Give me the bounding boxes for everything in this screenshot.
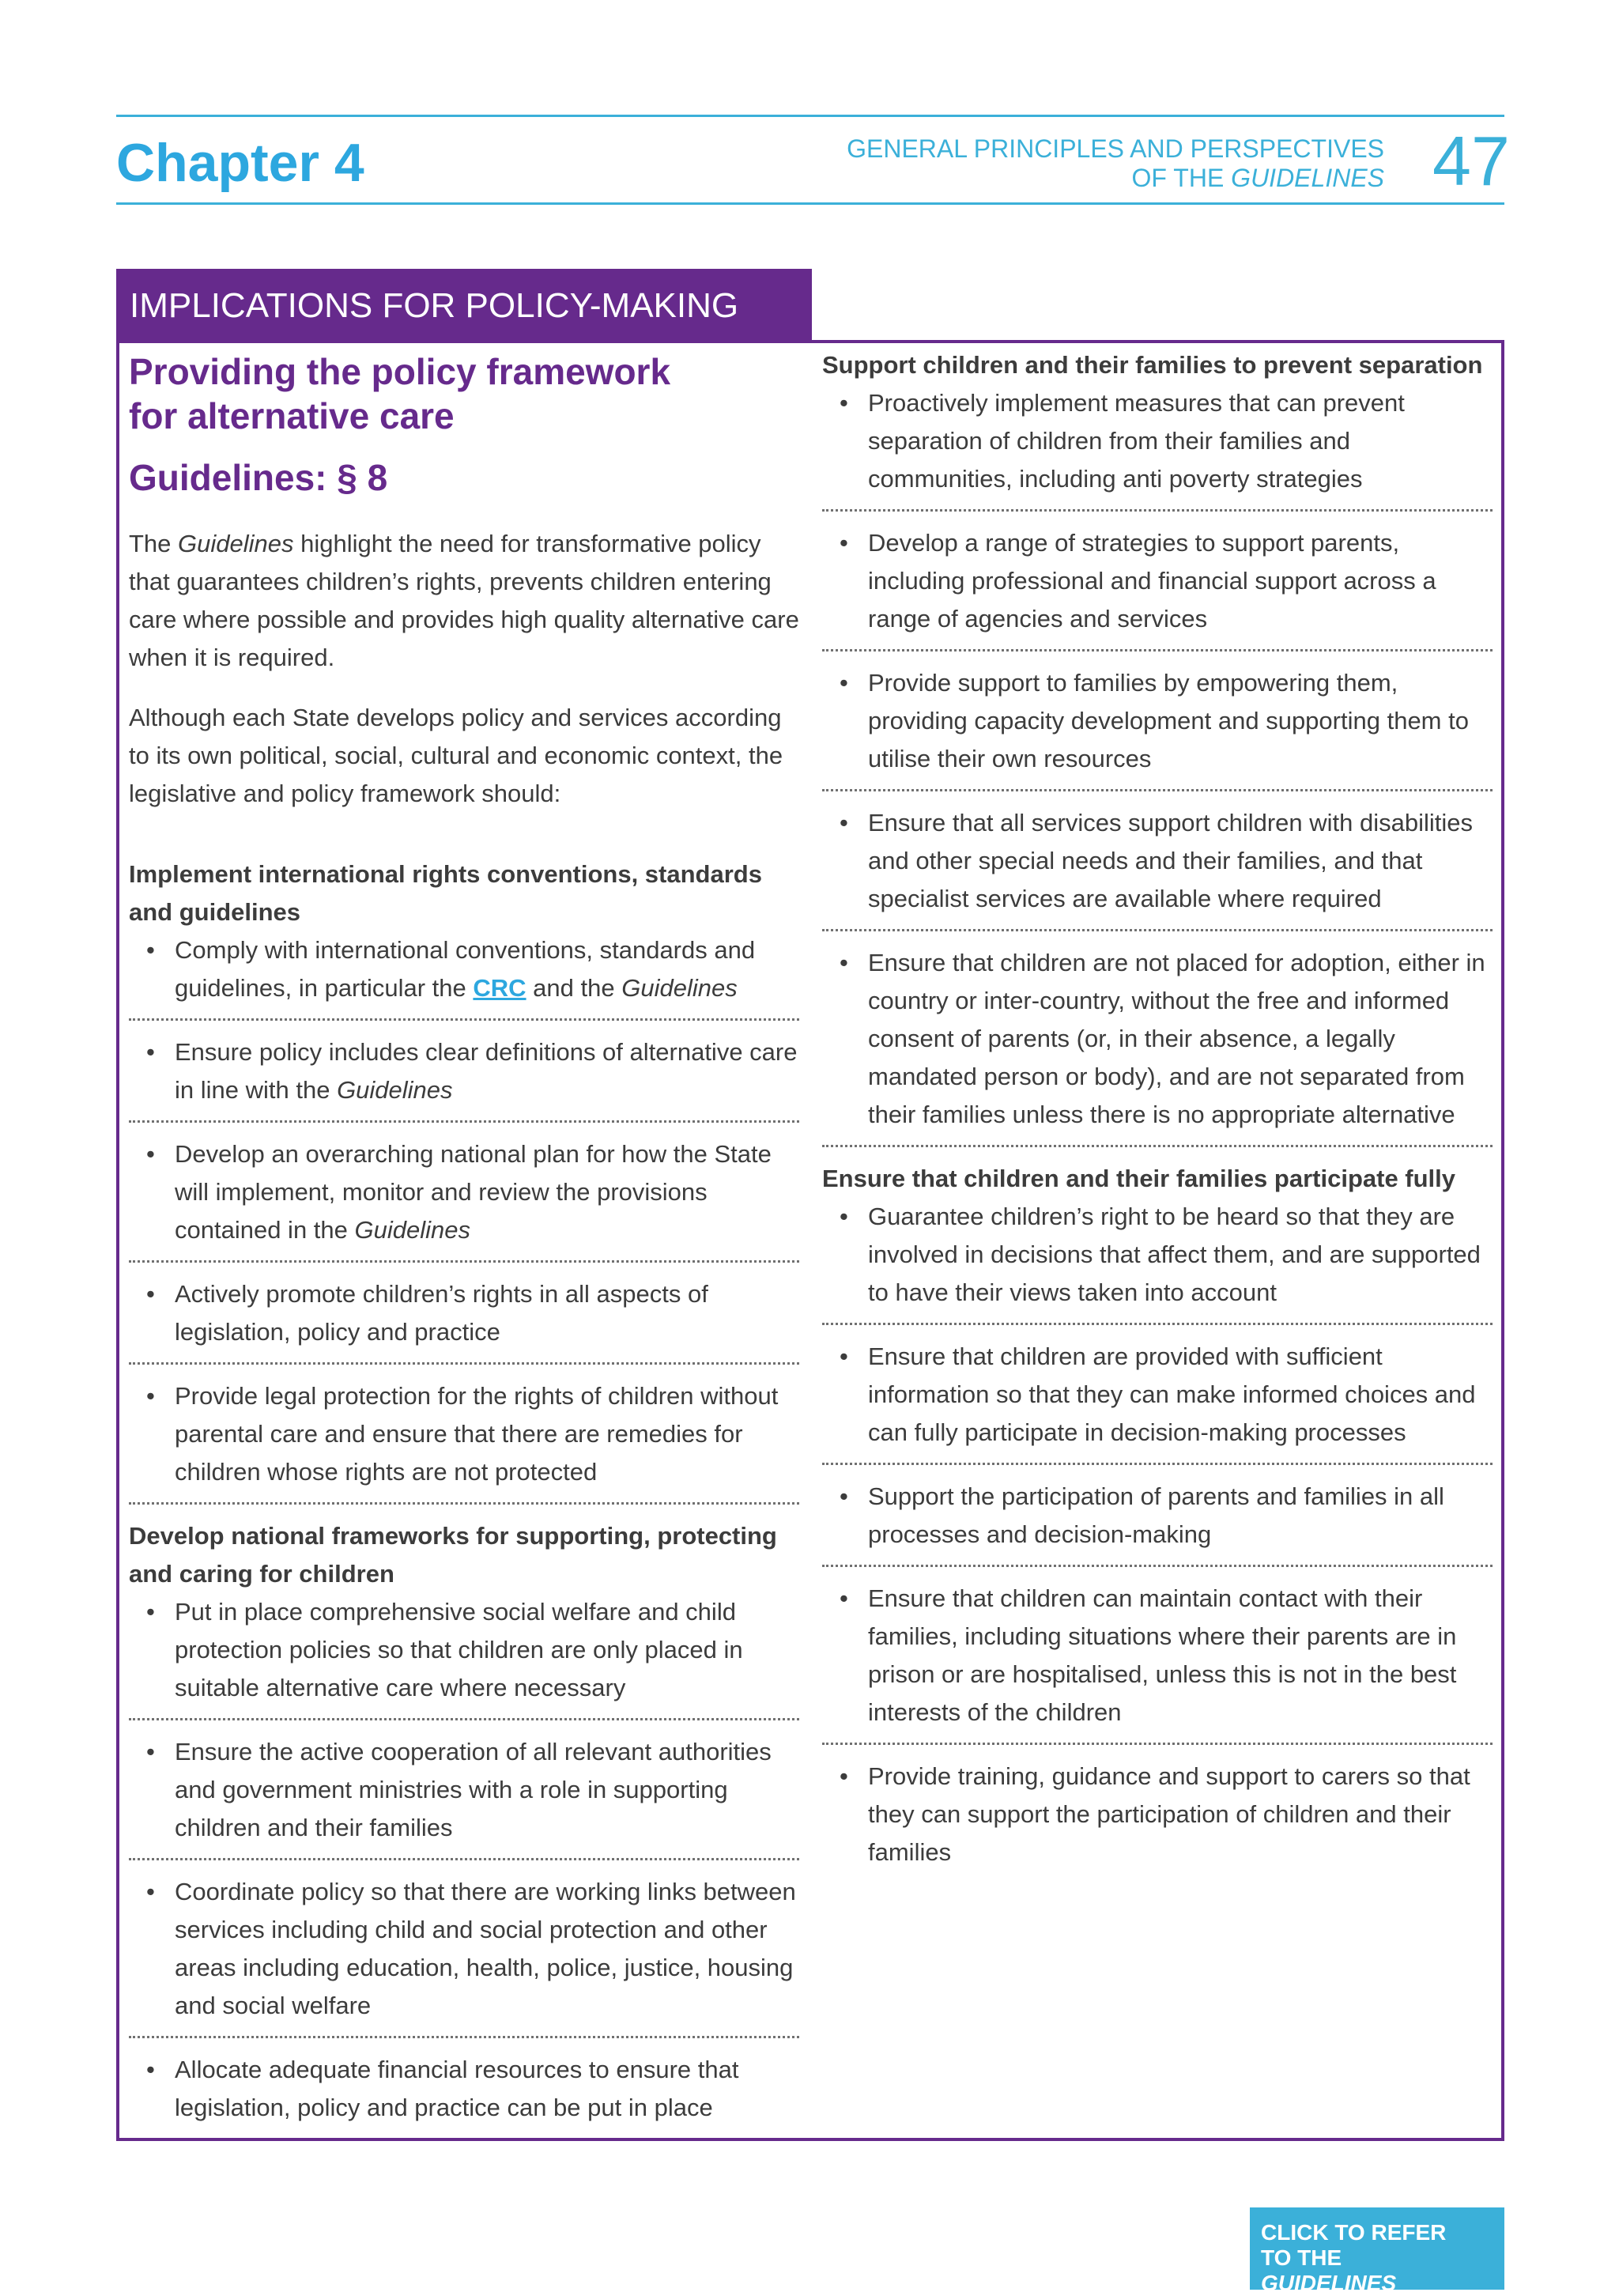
- header-bottom-rule: [116, 202, 1504, 205]
- bullet-item: • Develop an overarching national plan for how the State will implement, monitor and review the provisions contained in the Guidelines: [129, 1135, 799, 1263]
- bullet-item: • Guarantee children’s right to be heard so that they are involved in decisions that affect them, and are supported to have their views taken into account: [822, 1198, 1493, 1325]
- header-top-rule: [116, 115, 1504, 117]
- bullet-item: • Ensure policy includes clear definitions of alternative care in line with the Guidelines: [129, 1033, 799, 1123]
- crc-link[interactable]: CRC: [473, 974, 526, 1002]
- bullet-list: [129, 1593, 799, 2138]
- bullet-item: • Actively promote children’s rights in all aspects of legislation, policy and practice: [129, 1275, 799, 1365]
- bullet-item: • Put in place comprehensive social welfare and child protection policies so that children are only placed in suitable alternative care where necessary: [129, 1593, 799, 1720]
- group-heading: Support children and their families to prevent separation: [822, 351, 1483, 379]
- bullet-item: • Coordinate policy so that there are working links between services including child and social protection and other areas including education, health, police, justice, housing and social welfare: [129, 1873, 799, 2038]
- section-title: [847, 134, 1384, 193]
- left-groups: [129, 855, 799, 2138]
- chapter-title: Chapter 4: [116, 133, 364, 193]
- bullet-item: • Develop a range of strategies to support parents, including professional and financial support across a range of agencies and services: [822, 524, 1493, 651]
- cta-line2: TO THE GUIDELINES: [1261, 2245, 1397, 2295]
- right-column: [822, 346, 1493, 1895]
- bullet-item: • Comply with international conventions, standards and guidelines, in particular the CRC and the Guidelines: [129, 931, 799, 1021]
- bullet-group: [822, 1160, 1493, 1882]
- bullet-item: • Ensure that children are provided with sufficient information so that they can make informed choices and can fully participate in decision-making processes: [822, 1338, 1493, 1465]
- section-title-line2: OF THE GUIDELINES: [1131, 164, 1384, 192]
- cta-line1: CLICK TO REFER: [1261, 2220, 1447, 2245]
- guidelines-reference: Guidelines: § 8: [129, 457, 388, 498]
- intro-paragraph-1: The Guidelines highlight the need for transformative policy that guarantees children’s rights, prevents children entering care where possible and provides high quality alternative care when it is required.: [129, 530, 799, 671]
- left-column: [129, 346, 799, 2151]
- bullet-item: • Support the participation of parents and families in all processes and decision-making: [822, 1478, 1493, 1567]
- bullet-item: • Provide support to families by empowering them, providing capacity development and supporting them to utilise their own resources: [822, 664, 1493, 791]
- bullet-item: • Ensure the active cooperation of all relevant authorities and government ministries with a role in supporting children and their families: [129, 1733, 799, 1860]
- box-tab-heading: IMPLICATIONS FOR POLICY-MAKING: [116, 269, 812, 340]
- bullet-list: [129, 931, 799, 1505]
- bullet-item: • Proactively implement measures that can prevent separation of children from their families and communities, including anti poverty strategies: [822, 384, 1493, 512]
- bullet-list: [822, 384, 1493, 1147]
- right-groups: [822, 346, 1493, 1882]
- framework-heading: Providing the policy framework for alternative care: [129, 351, 671, 436]
- bullet-item: • Allocate adequate financial resources to ensure that legislation, policy and practice can be put in place: [129, 2051, 799, 2138]
- section-title-line1: GENERAL PRINCIPLES AND PERSPECTIVES: [847, 134, 1384, 163]
- bullet-item: • Ensure that children are not placed for adoption, either in country or inter-country, without the free and informed consent of parents (or, in their absence, a legally mandated person or body), and are not separated from their families unless there is no appropriate alternative: [822, 944, 1493, 1147]
- refer-to-guidelines-button[interactable]: [1250, 2207, 1504, 2295]
- bullet-group: [129, 855, 799, 1505]
- bullet-item: • Ensure that all services support children with disabilities and other special needs and their families, and that specialist services are available where required: [822, 804, 1493, 931]
- bullet-item: • Provide training, guidance and support to carers so that they can support the participation of children and their families: [822, 1758, 1493, 1882]
- bullet-group: [129, 1517, 799, 2138]
- page-number: 47: [1432, 122, 1510, 200]
- bullet-group: [822, 346, 1493, 1147]
- group-heading: Ensure that children and their families participate fully: [822, 1165, 1456, 1192]
- bullet-list: [822, 1198, 1493, 1882]
- group-heading: Develop national frameworks for supporting, protecting and caring for children: [129, 1522, 777, 1588]
- bullet-item: • Ensure that children can maintain contact with their families, including situations where their parents are in prison or are hospitalised, unless this is not in the best interests of the children: [822, 1580, 1493, 1745]
- group-heading: Implement international rights conventions, standards and guidelines: [129, 860, 762, 926]
- bullet-item: • Provide legal protection for the rights of children without parental care and ensure that there are remedies for children whose rights are not protected: [129, 1377, 799, 1505]
- intro-paragraph-2: Although each State develops policy and services according to its own political, social, cultural and economic context, the legislative and policy framework should:: [129, 704, 783, 807]
